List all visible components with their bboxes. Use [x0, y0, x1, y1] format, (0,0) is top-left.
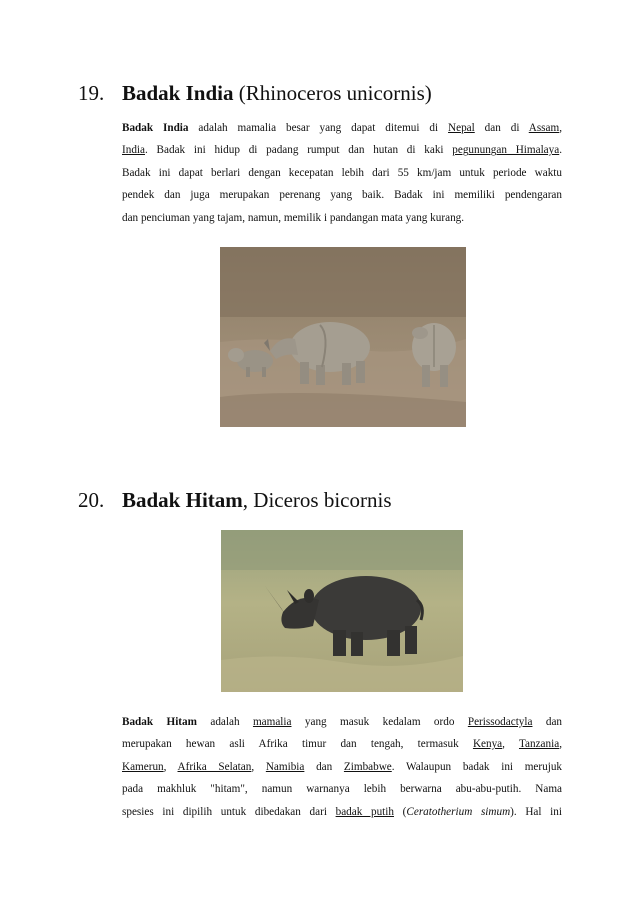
text-run: , — [502, 738, 519, 751]
text-run: . — [559, 144, 563, 157]
section-title-latin: (Rhinoceros unicornis) — [233, 81, 432, 105]
text-run: dan — [532, 716, 563, 728]
text-run: spesies ini dipilih untuk dibedakan dari — [122, 805, 336, 818]
indian-rhino-photo — [220, 247, 466, 427]
paragraph-line — [122, 756, 562, 778]
link-nepal[interactable]: Nepal — [448, 122, 475, 134]
text-run: dan — [304, 760, 344, 773]
link-india[interactable]: India — [122, 144, 145, 157]
text-run: . Badak ini hidup di padang rumput dan hutan di kaki — [145, 144, 453, 157]
text-run: merupakan hewan asli Afrika timur dan tengah, termasuk — [122, 738, 473, 751]
text-run: ). Hal ini — [510, 805, 562, 818]
section-title-bold: Badak India — [122, 81, 234, 105]
text-run: yang masuk kedalam ordo — [291, 716, 468, 728]
text-run: adalah mamalia besar yang dapat ditemui di — [188, 122, 449, 134]
text-run: Badak India — [122, 122, 189, 134]
paragraph-line: dan penciuman yang tajam, namun, memilik i pandangan mata yang kurang. — [122, 211, 465, 224]
paragraph-line — [122, 801, 562, 823]
section-number: 19. — [78, 81, 105, 105]
text-run: Badak Hitam — [122, 716, 197, 728]
paragraph-line: pendek dan juga merupakan perenang yang baik. Badak ini memiliki pendengaran — [122, 189, 562, 202]
section-19-heading — [78, 80, 432, 106]
link-assam[interactable]: Assam — [528, 122, 560, 134]
link-afrika-selatan[interactable]: Afrika Selatan — [177, 760, 252, 773]
link-namibia[interactable]: Namibia — [265, 760, 305, 773]
text-run: . Walaupun badak ini merujuk — [391, 760, 563, 773]
section-title-bold: Badak Hitam — [122, 488, 243, 512]
paragraph-line — [122, 139, 562, 161]
text-run: , — [559, 122, 563, 134]
paragraph-line — [122, 117, 562, 139]
text-run: adalah — [196, 716, 253, 728]
text-run: , — [163, 760, 178, 773]
link-mamalia[interactable]: mamalia — [252, 716, 292, 728]
link-zimbabwe[interactable]: Zimbabwe — [343, 760, 392, 773]
paragraph-line — [122, 711, 562, 733]
text-run: ( — [393, 805, 407, 818]
section-19-paragraph — [122, 117, 562, 229]
link-kamerun[interactable]: Kamerun — [122, 760, 164, 773]
text-run: dan di — [474, 122, 529, 134]
section-title-latin: , Diceros bicornis — [242, 488, 392, 512]
text-run: , — [559, 738, 562, 751]
section-number: 20. — [78, 488, 105, 512]
paragraph-line — [122, 733, 562, 755]
section-20-heading — [78, 487, 392, 513]
scientific-name: Ceratotherium simum — [406, 805, 511, 818]
link-badak-putih[interactable]: badak putih — [335, 805, 394, 818]
link-pegunungan-himalaya[interactable]: pegunungan Himalaya — [452, 144, 560, 157]
paragraph-line: Badak ini dapat berlari dengan kecepatan lebih dari 55 km/jam untuk periode waktu — [122, 166, 562, 179]
paragraph-line: pada makhluk "hitam", namun warnanya lebih berwarna abu-abu-putih. Nama — [122, 783, 562, 796]
text-run: , — [251, 760, 266, 773]
section-20-paragraph — [122, 711, 562, 823]
link-perissodactyla[interactable]: Perissodactyla — [467, 716, 533, 728]
black-rhino-photo — [221, 530, 463, 692]
link-tanzania[interactable]: Tanzania — [518, 738, 560, 751]
link-kenya[interactable]: Kenya — [472, 738, 503, 751]
